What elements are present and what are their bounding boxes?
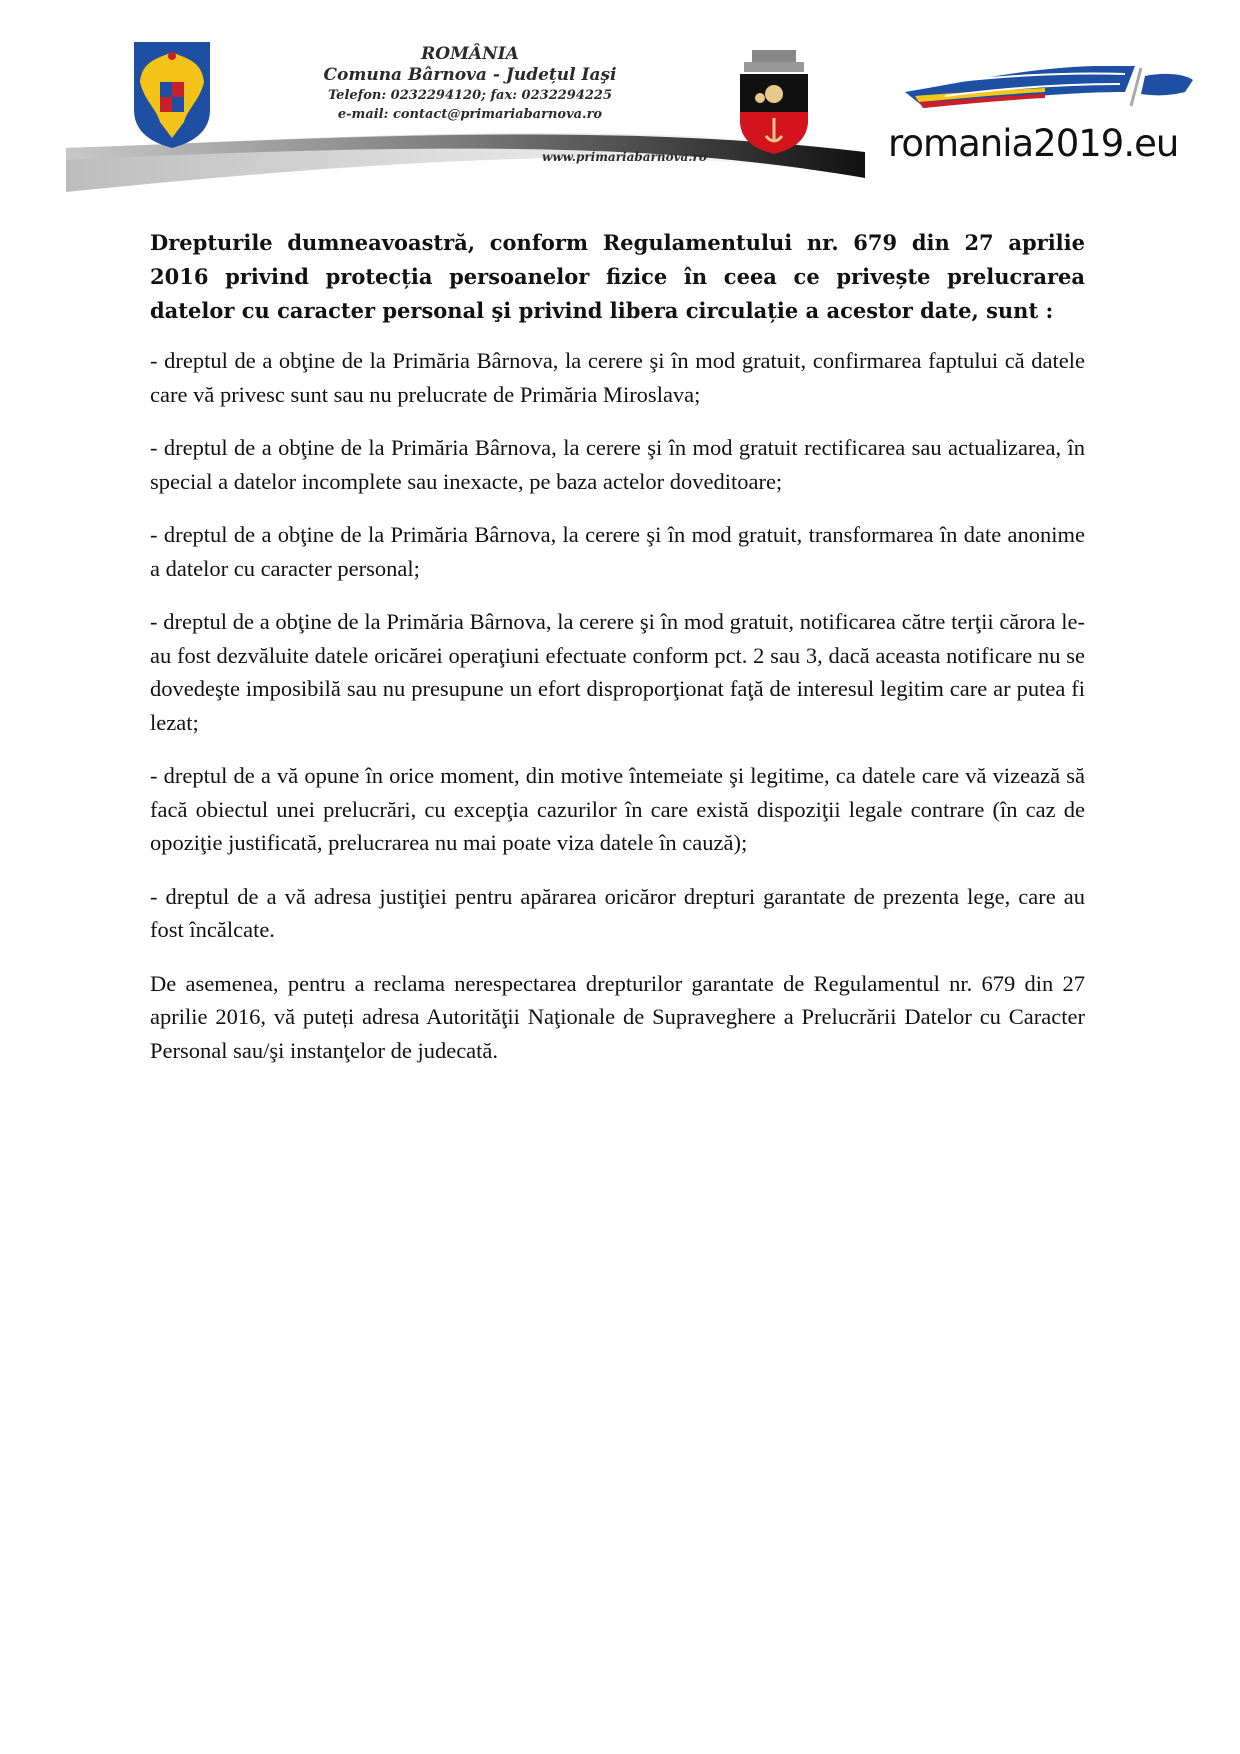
romania2019-logo-icon [905,62,1195,112]
barnova-coat-of-arms-icon [736,48,812,156]
letterhead [0,0,1240,200]
right-item: - dreptul de a obţine de la Primăria Bârnova, la cerere şi în mod gratuit rectificarea sau actualizarea, în special a datelor incomplete sau inexacte, pe baza actelor doveditoare; [150,435,1085,494]
romania-coat-of-arms-icon [130,38,214,150]
country-name: ROMÂNIA [421,44,519,64]
right-item: - dreptul de a obţine de la Primăria Bârnova, la cerere şi în mod gratuit, confirmarea faptului că datele care vă privesc sunt sau nu prelucrate de Primăria Miroslava; [150,348,1085,407]
romania2019-logo-text: romania2019.eu [888,122,1179,165]
phone-fax: Telefon: 0232294120; fax: 0232294225 [327,88,613,103]
intro-heading: Drepturile dumneavoastră, conform Regulamentului nr. 679 din 27 aprilie 2016 privind protecția persoanelor fizice în ceea ce privește prelucrarea datelor cu caracter personal şi privind libera circulație a acestor date, sunt : [150,230,1085,323]
commune-name: Comuna Bârnova - Județul Iaşi [323,65,617,85]
right-item: - dreptul de a obţine de la Primăria Bârnova, la cerere şi în mod gratuit, notificarea către terţii cărora le-au fost dezvăluite datele oricărei operaţiuni efectuate conform pct. 2 sau 3, dacă aceasta notificare nu se dovedeşte imposibilă sau nu presupune un efort disproporţionat faţă de interesul legitim care ar putea fi lezat; [150,609,1085,735]
email-address: e-mail: contact@primariabarnova.ro [337,107,603,122]
document-body [150,226,1085,1087]
letterhead-text [290,44,650,124]
website-link[interactable]: www.primariabarnova.ro [542,150,707,164]
right-item: - dreptul de a vă adresa justiţiei pentru apărarea oricăror drepturi garantate de prezenta lege, care au fost încălcate. [150,883,1085,942]
right-item: - dreptul de a obţine de la Primăria Bârnova, la cerere şi în mod gratuit, transformarea în date anonime a datelor cu caracter personal; [150,522,1085,581]
closing-paragraph: De asemenea, pentru a reclama nerespectarea drepturilor garantate de Regulamentul nr. 679 din 27 aprilie 2016, vă puteți adresa Autorităţii Naţionale de Supraveghere a Prelucrării Datelor cu Caracter Personal sau/şi instanţelor de judecată. [150,970,1085,1063]
right-item: - dreptul de a vă opune în orice moment, din motive întemeiate şi legitime, ca datele care vă vizează să facă obiectul unei prelucrări, cu excepţia cazurilor în care există dispoziţii legale contrare (în caz de opoziţie justificată, prelucrarea nu mai poate viza datele în cauză); [150,763,1085,855]
